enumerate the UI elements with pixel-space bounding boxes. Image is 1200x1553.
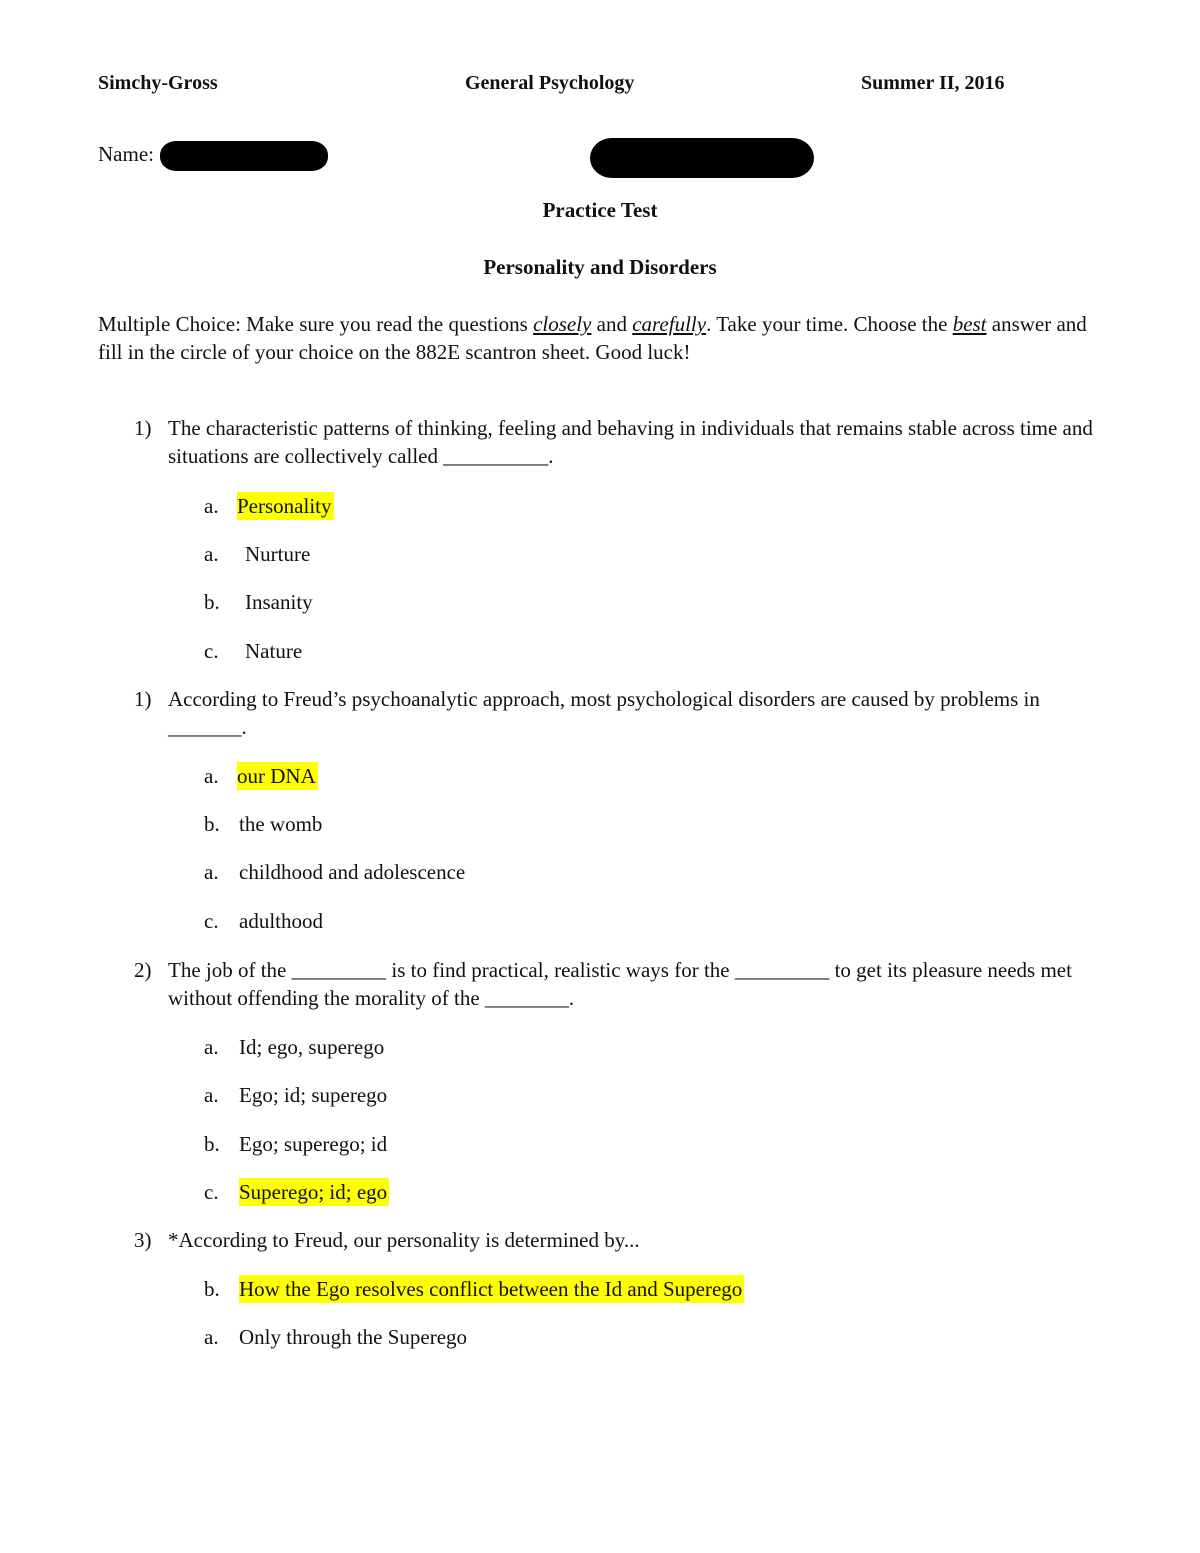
instructions-text-1: Multiple Choice: Make sure you read the questions — [98, 312, 534, 336]
question-number: 1) — [134, 687, 152, 711]
option-letter: c. — [204, 1180, 219, 1204]
option-text: Insanity — [245, 590, 313, 614]
name-label: Name: — [98, 142, 154, 166]
page-title: Practice Test — [542, 198, 658, 222]
option-text-highlighted: Personality — [237, 494, 332, 518]
option-letter: c. — [204, 909, 219, 933]
question-text: According to Freud’s psychoanalytic approach, most psychological disorders are caused by problems in _______. — [168, 687, 1040, 739]
question-number: 3) — [134, 1228, 152, 1252]
instructions — [98, 310, 1108, 366]
option-text: Id; ego, superego — [239, 1035, 385, 1059]
term-label: Summer II, 2016 — [861, 72, 1005, 94]
option-text: Nature — [245, 639, 303, 663]
option-letter: a. — [204, 494, 219, 518]
option-text: the womb — [239, 812, 323, 836]
option-text: Nurture — [245, 542, 311, 566]
option-letter: a. — [204, 1325, 219, 1349]
option-letter: b. — [204, 1277, 220, 1301]
option-text: Ego; id; superego — [239, 1083, 388, 1107]
option-letter: a. — [204, 542, 219, 566]
option-text-highlighted: our DNA — [237, 764, 316, 788]
option-text-highlighted: Superego; id; ego — [239, 1180, 388, 1204]
instructions-emphasis-best: best — [952, 312, 987, 336]
instructions-emphasis-carefully: carefully — [632, 312, 707, 336]
instructions-text-2: and — [591, 312, 633, 336]
option-text: adulthood — [239, 909, 323, 933]
question-number: 1) — [134, 416, 152, 440]
option-text: Only through the Superego — [239, 1325, 468, 1349]
option-letter: b. — [204, 1132, 220, 1156]
question-text: The job of the _________ is to find practical, realistic ways for the _________ to get its pleasure needs met without offending the morality of the ________. — [168, 958, 1072, 1010]
option-letter: a. — [204, 764, 219, 788]
page-subtitle: Personality and Disorders — [483, 255, 717, 279]
instructions-text-4: answer and fill in the circle of your choice on the 882E scantron sheet. Good luck! — [98, 312, 1087, 364]
question-text: The characteristic patterns of thinking, feeling and behaving in individuals that remains stable across time and situations are collectively called __________. — [168, 416, 1093, 468]
question-text: *According to Freud, our personality is determined by... — [168, 1228, 640, 1252]
option-letter: a. — [204, 1035, 219, 1059]
option-text-highlighted: How the Ego resolves conflict between the Id and Superego — [239, 1277, 743, 1301]
instructions-emphasis-closely: closely — [533, 312, 592, 336]
option-letter: a. — [204, 860, 219, 884]
course-name: General Psychology — [465, 72, 635, 94]
option-text: childhood and adolescence — [239, 860, 466, 884]
instructions-text-3: . Take your time. Choose the — [706, 312, 953, 336]
option-letter: c. — [204, 639, 219, 663]
option-letter: a. — [204, 1083, 219, 1107]
page-header — [98, 72, 1102, 100]
instructor-name: Simchy-Gross — [98, 72, 218, 94]
redacted-name-block — [160, 141, 328, 171]
question-number: 2) — [134, 958, 152, 982]
option-letter: b. — [204, 590, 220, 614]
redacted-id-block — [590, 138, 814, 178]
option-text: Ego; superego; id — [239, 1132, 388, 1156]
option-letter: b. — [204, 812, 220, 836]
